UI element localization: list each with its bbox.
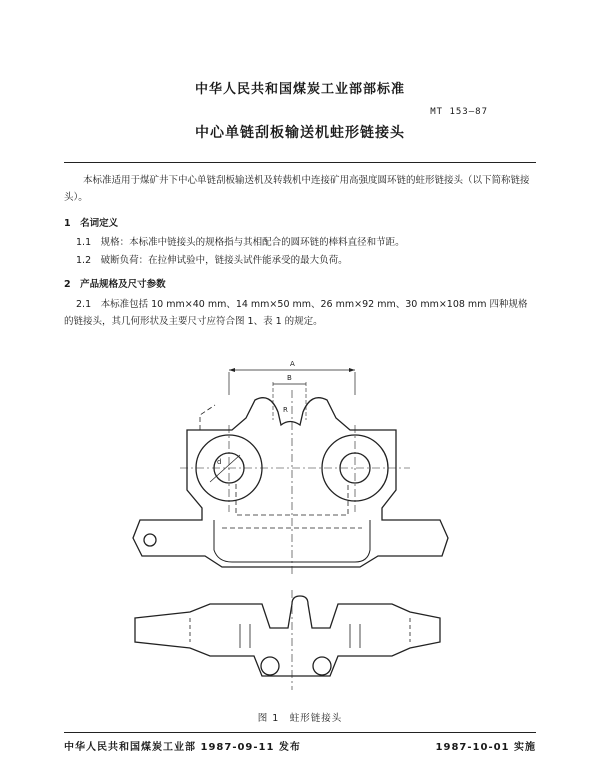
dim-b-label: B (287, 374, 292, 382)
footer-rule (64, 732, 536, 733)
issuing-authority: 中华人民共和国煤炭工业部部标准 (194, 82, 405, 97)
section-1-heading: 1 名词定义 (64, 218, 119, 229)
issue-date: 中华人民共和国煤炭工业部 1987-09-11 发布 (64, 742, 301, 753)
clause-1-1: 1.1 规格：本标准中链接头的规格指与其相配合的圆环链的棒料直径和节距。 (76, 237, 405, 248)
clause-2-1: 2.1 本标准包括 10 mm×40 mm、14 mm×50 mm、26 mm×92 mm、30 mm×108 mm 四种规格的链接头，其几何形状及主要尺寸应符合图 1、表 1 的规定。 (64, 299, 528, 327)
dim-r-label: R (283, 406, 288, 414)
document-title: 中心单链刮板输送机蛀形链接头 (195, 125, 405, 141)
clause-1-2: 1.2 破断负荷：在拉伸试验中，链接头试件能承受的最大负荷。 (76, 255, 348, 266)
effective-date: 1987-10-01 实施 (435, 742, 536, 753)
dim-a-label: A (290, 360, 295, 368)
standard-number: MT 153—87 (430, 107, 488, 117)
intro-paragraph: 本标准适用于煤矿井下中心单链刮板输送机及转载机中连接矿用高强度圆环链的蛀形链接头（以下简称链接头）。 (64, 175, 530, 203)
figure-caption: 图 1 蛀形链接头 (257, 713, 343, 724)
section-2-heading: 2 产品规格及尺寸参数 (64, 279, 166, 290)
dim-d-label: d (217, 458, 222, 466)
